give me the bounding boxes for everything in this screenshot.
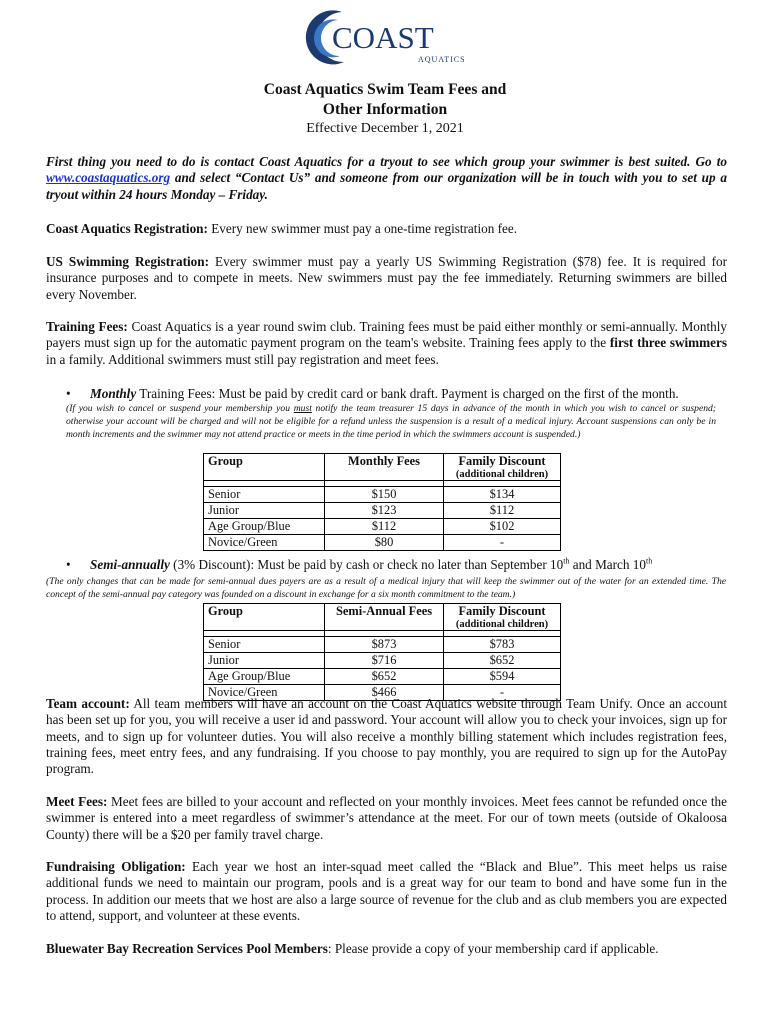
table-row: Age Group/Blue $652 $594: [204, 669, 561, 685]
table-row: Senior $873 $783: [204, 637, 561, 653]
table-header-row: Group Monthly Fees Family Discount (additional children): [204, 454, 561, 481]
bluewater-label: Bluewater Bay Recreation Services Pool Members: [46, 941, 328, 956]
logo-word: COAST: [332, 20, 434, 55]
bullet-icon: •: [66, 386, 71, 401]
effective-date: Effective December 1, 2021: [306, 121, 464, 136]
table-header-row: Group Semi-Annual Fees Family Discount (additional children): [204, 604, 561, 631]
coast-aquatics-logo: [300, 6, 466, 68]
table-row: Junior $716 $652: [204, 653, 561, 669]
website-link[interactable]: www.coastaquatics.org: [46, 170, 171, 186]
semi-annual-fees-table: [203, 603, 561, 701]
fundraising-label: Fundraising Obligation:: [46, 859, 186, 874]
bluewater-paragraph: Bluewater Bay Recreation Services Pool Members: Please provide a copy of your membership card if applicable.: [46, 941, 659, 956]
training-label: Training Fees:: [46, 319, 128, 334]
registration-label: Coast Aquatics Registration:: [46, 221, 208, 236]
us-swimming-paragraph: US Swimming Registration: Every swimmer must pay a yearly US Swimming Registration ($78) fee. It is required for insurance purposes and to compete in meets. New swimmers must pay the fee immediately. Returning swimmers are billed every November.: [46, 254, 727, 302]
bullet-icon: •: [66, 557, 71, 572]
table-row: Age Group/Blue $112 $102: [204, 519, 561, 535]
meet-fees-paragraph: Meet Fees: Meet fees are billed to your account and reflected on your monthly invoices. Meet fees cannot be refunded once the swimmer is entered into a meet regardless of swimmer’s attendance at the meet. For our of town meets (outside of Okaloosa County) there will be a $20 per family travel charge.: [46, 794, 727, 842]
fundraising-paragraph: Fundraising Obligation: Each year we host an inter-squad meet called the “Black and Blue”. This meet helps us raise additional funds we need to maintain our program, pools and is a great way for our team to bond and have some fun in the process. In addition our meets that we host are also a large source of revenue for the club and as club members you are expected to attend, support, and volunteer at these events.: [46, 859, 727, 923]
logo-sub: AQUATICS: [418, 55, 466, 64]
monthly-note: (If you wish to cancel or suspend your membership you must notify the team treasurer 15 days in advance of the month in which you wish to cancel or suspend; otherwise your account will be charged and will not be eligible for a refund unless the suspension is a result of a medical injury. Account suspensions can only be in month increments and the swimmer may not attend practice or meets in the time period in which the swimmers account is suspended.): [66, 403, 717, 440]
semi-annual-note: (The only changes that can be made for semi-annual dues payers are as a result of a medical injury that will keep the swimmer out of the water for an extended time. The concept of the semi-annual pay category was founded on a discount in exchange for a six month commitment to the team.): [46, 576, 726, 600]
table-row: Novice/Green $466 -: [204, 685, 561, 701]
registration-paragraph: Coast Aquatics Registration: Every new swimmer must pay a one-time registration fee.: [46, 221, 517, 236]
meet-fees-label: Meet Fees:: [46, 794, 108, 809]
table-row: Junior $123 $112: [204, 503, 561, 519]
monthly-fees-table: [203, 453, 561, 551]
table-row: Senior $150 $134: [204, 487, 561, 503]
us-swimming-label: US Swimming Registration:: [46, 254, 210, 269]
page-title-line1: Coast Aquatics Swim Team Fees and: [263, 81, 507, 98]
document-page: COAST AQUATICS Coast Aquatics Swim Team Fees and Other Information Effective December 1, 2021 First thing you need to do is contact Coast Aquatics for a tryout to see which group your swimmer is best suited. Go to www.coastaquatics.org and select “Contact Us” and someone from our organization will be in touch with you to set up a tryout within 24 hours Monday – Friday. Coast Aquatics Registration: Every new swimmer must pay a one-time registration fee. US Swimming Registration: Every swimmer must pay a yearly US Swimming Registration ($78) fee. It is required for insurance purposes and to compete in meets. New swimmers must pay the fee immediately. Returning swimmers are billed every November. Training Fees: Coast Aquatics is a year round swim club. Training fees must be paid either monthly or semi-annually. Monthly payers must sign up for the automatic payment program on the team's website. Training fees apply to the first three swimmers in a family. Additional swimmers must still pay registration and meet fees. • Monthly Training Fees: Must be paid by credit card or bank draft. Payment is charged on the first of the month. (If you wish to cancel or suspend your membership you must notify the team treasurer 15 days in advance of the month in which you wish to cancel or suspend; otherwise your account will be charged and will not be eligible for a refund unless the suspension is a result of a medical injury. Account suspensions can only be in month increments and the swimmer may not attend practice or meets in the time period in which the swimmers account is suspended.) Group Monthly Fees Family Discount (additional children) Senior $150 $134 Junior $123 $112 Age Group/Blue $112 $102 Novice/Green $80 - • Semi-annually (3% Discount): Must be paid by cash or check no later than September 10th and March 10th (The only changes that can be made for semi-annual dues payers are as a result of a medical injury that will keep the swimmer out of the water for an extended time. The concept of the semi-annual pay category was founded on a discount in exchange for a six month commitment to the team.) Group Semi-Annual Fees Family Discount (additional children) Senior $873 $783 Junior $716 $652 Age Group/Blue $652 $594 Novice/Green $466 - Team account: All team members will have an account on the Coast Aquatics website through Team Unify. Once an account has been set up for you, you will receive a user id and password. Your account will allow you to check your invoices, sign up for meets, and to sign up for volunteer duties. You will also receive a monthly billing statement which includes registration fees, training fees, meet entry fees, and any fundraising. If you choose to pay monthly, you are required to sign up for the AutoPay program. Meet Fees: Meet fees are billed to your account and reflected on your monthly invoices. Meet fees cannot be refunded once the swimmer is entered into a meet regardless of swimmer’s attendance at the meet. For our of town meets (outside of Okaloosa County) there will be a $20 per family travel charge. Fundraising Obligation: Each year we host an inter-squad meet called the “Black and Blue”. This meet helps us raise additional funds we need to maintain our program, pools and is a great way for our team to bond and have some fun in the process. In addition our meets that we host are also a large source of revenue for the club and as club members you are expected to attend, support, and volunteer at these events. Bluewater Bay Recreation Services Pool Members: Please provide a copy of your membership card if applicable.: [0, 0, 770, 1024]
team-account-paragraph: Team account: All team members will have an account on the Coast Aquatics website through Team Unify. Once an account has been set up for you, you will receive a user id and password. Your account will allow you to check your invoices, sign up for meets, and to sign up for volunteer duties. You will also receive a monthly billing statement which includes registration fees, training fees, meet entry fees, and any fundraising. If you choose to pay monthly, you are required to sign up for the AutoPay program.: [46, 696, 727, 777]
training-fees-paragraph: Training Fees: Coast Aquatics is a year round swim club. Training fees must be paid either monthly or semi-annually. Monthly payers must sign up for the automatic payment program on the team's website. Training fees apply to the first three swimmers in a family. Additional swimmers must still pay registration and meet fees.: [46, 319, 727, 367]
team-account-label: Team account:: [46, 696, 130, 711]
intro-paragraph: First thing you need to do is contact Coast Aquatics for a tryout to see which group your swimmer is best suited. Go to www.coastaquatics.org and select “Contact Us” and someone from our organization will be in touch with you to set up a tryout within 24 hours Monday – Friday.: [46, 154, 727, 202]
page-title-line2: Other Information: [322, 101, 448, 118]
table-row: Novice/Green $80 -: [204, 535, 561, 551]
